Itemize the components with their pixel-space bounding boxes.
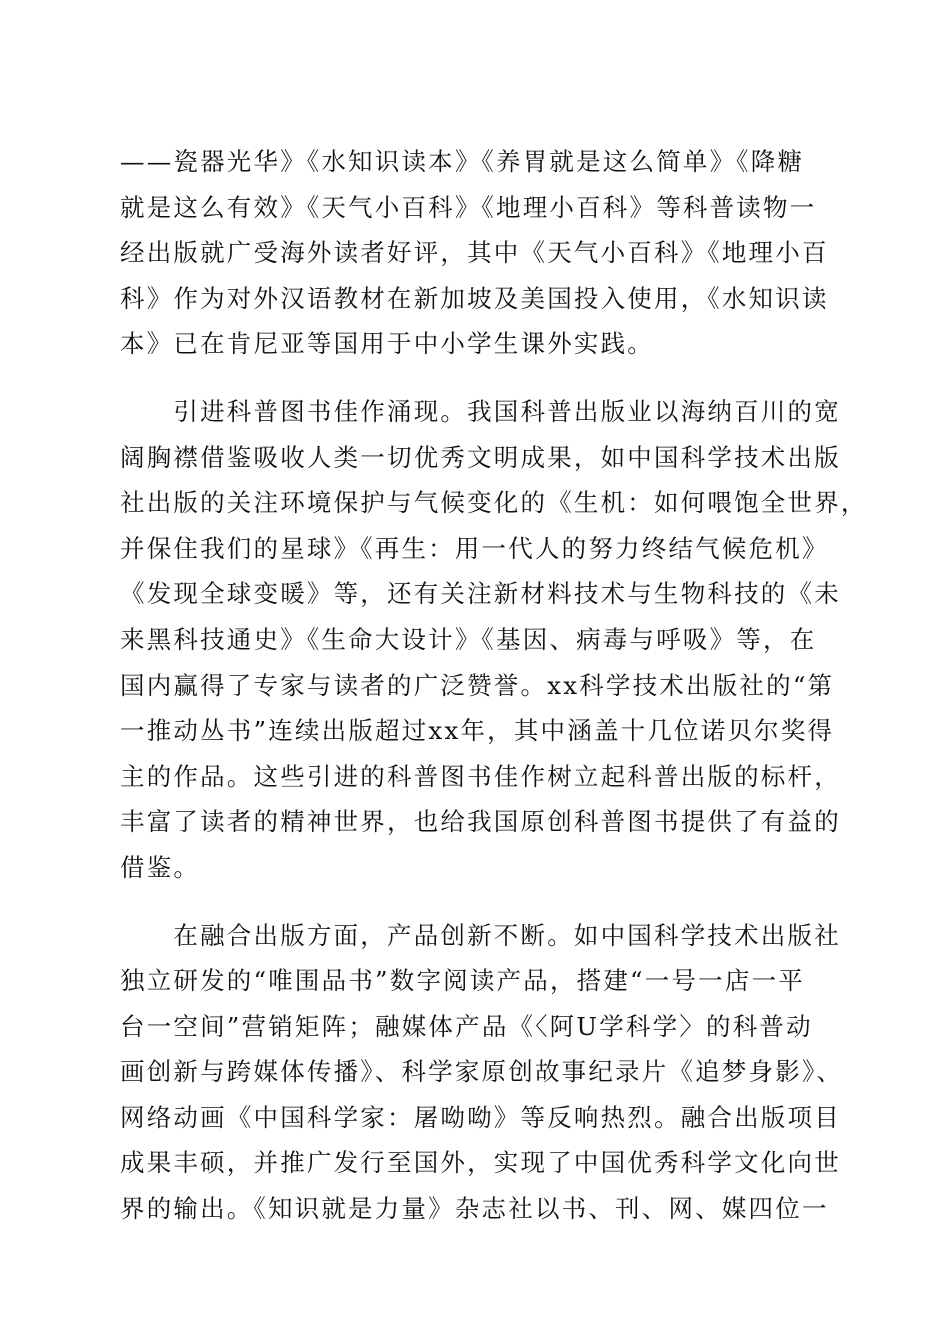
paragraph-1: [120, 139, 830, 367]
text-line: 成果丰硕，并推广发行至国外，实现了中国优秀科学文化向世: [120, 1148, 841, 1178]
text-line: 借鉴。: [120, 852, 201, 882]
text-line: 来黑科技通史》《生命大设计》《基因、病毒与呼吸》等，在: [120, 624, 817, 654]
text-line: 经出版就广受海外读者好评，其中《天气小百科》《地理小百: [120, 238, 829, 268]
paragraph-2: [120, 389, 868, 891]
text-line: 界的输出。《知识就是力量》杂志社以书、刊、网、媒四位一: [120, 1194, 829, 1224]
text-line: 并保住我们的星球》《再生：用一代人的努力终结气候危机》: [120, 533, 829, 563]
paragraph-gap: [120, 367, 830, 389]
text-line: ——瓷器光华》《水知识读本》《养胃就是这么简单》《降糖: [120, 147, 805, 176]
text-line: 画创新与跨媒体传播》、科学家原创故事纪录片《追梦身影》、: [120, 1057, 844, 1087]
text-line: 一推动丛书”连续出版超过xx年，其中涵盖十几位诺贝尔奖得: [120, 716, 835, 746]
text-line: 国内赢得了专家与读者的广泛赞誉。xx科学技术出版社的“第: [120, 670, 835, 700]
text-line: 就是这么有效》《天气小百科》《地理小百科》等科普读物一: [120, 192, 817, 222]
text-line: 在融合出版方面，产品创新不断。如中国科学技术出版社: [120, 920, 841, 950]
text-line: 本》已在肯尼亚等国用于中小学生课外实践。: [120, 329, 654, 359]
text-line: 阔胸襟借鉴吸收人类一切优秀文明成果，如中国科学技术出版: [120, 442, 841, 472]
text-line: 丰富了读者的精神世界，也给我国原创科普图书提供了有益的: [120, 807, 841, 837]
paragraph-gap: [120, 891, 830, 913]
text-line: 网络动画《中国科学家：屠呦呦》等反响热烈。融合出版项目: [120, 1102, 841, 1132]
text-line: 引进科普图书佳作涌现。我国科普出版业以海纳百川的宽: [120, 396, 841, 426]
text-line: 科》作为对外汉语教材在新加坡及美国投入使用，《水知识读: [120, 283, 829, 313]
text-line: 台一空间”营销矩阵；融媒体产品《〈阿U学科学〉的科普动: [120, 1011, 813, 1041]
document-page: [120, 139, 868, 1232]
paragraph-3: [120, 913, 844, 1232]
text-line: 独立研发的“唯围品书”数字阅读产品，搭建“一号一店一平: [120, 966, 805, 996]
text-line: 《发现全球变暖》等，还有关注新材料技术与生物科技的《未: [120, 579, 841, 609]
text-line: 主的作品。这些引进的科普图书佳作树立起科普出版的标杆，: [120, 761, 841, 791]
text-line: 社出版的关注环境保护与气候变化的《生机：如何喂饱全世界，: [120, 488, 868, 518]
